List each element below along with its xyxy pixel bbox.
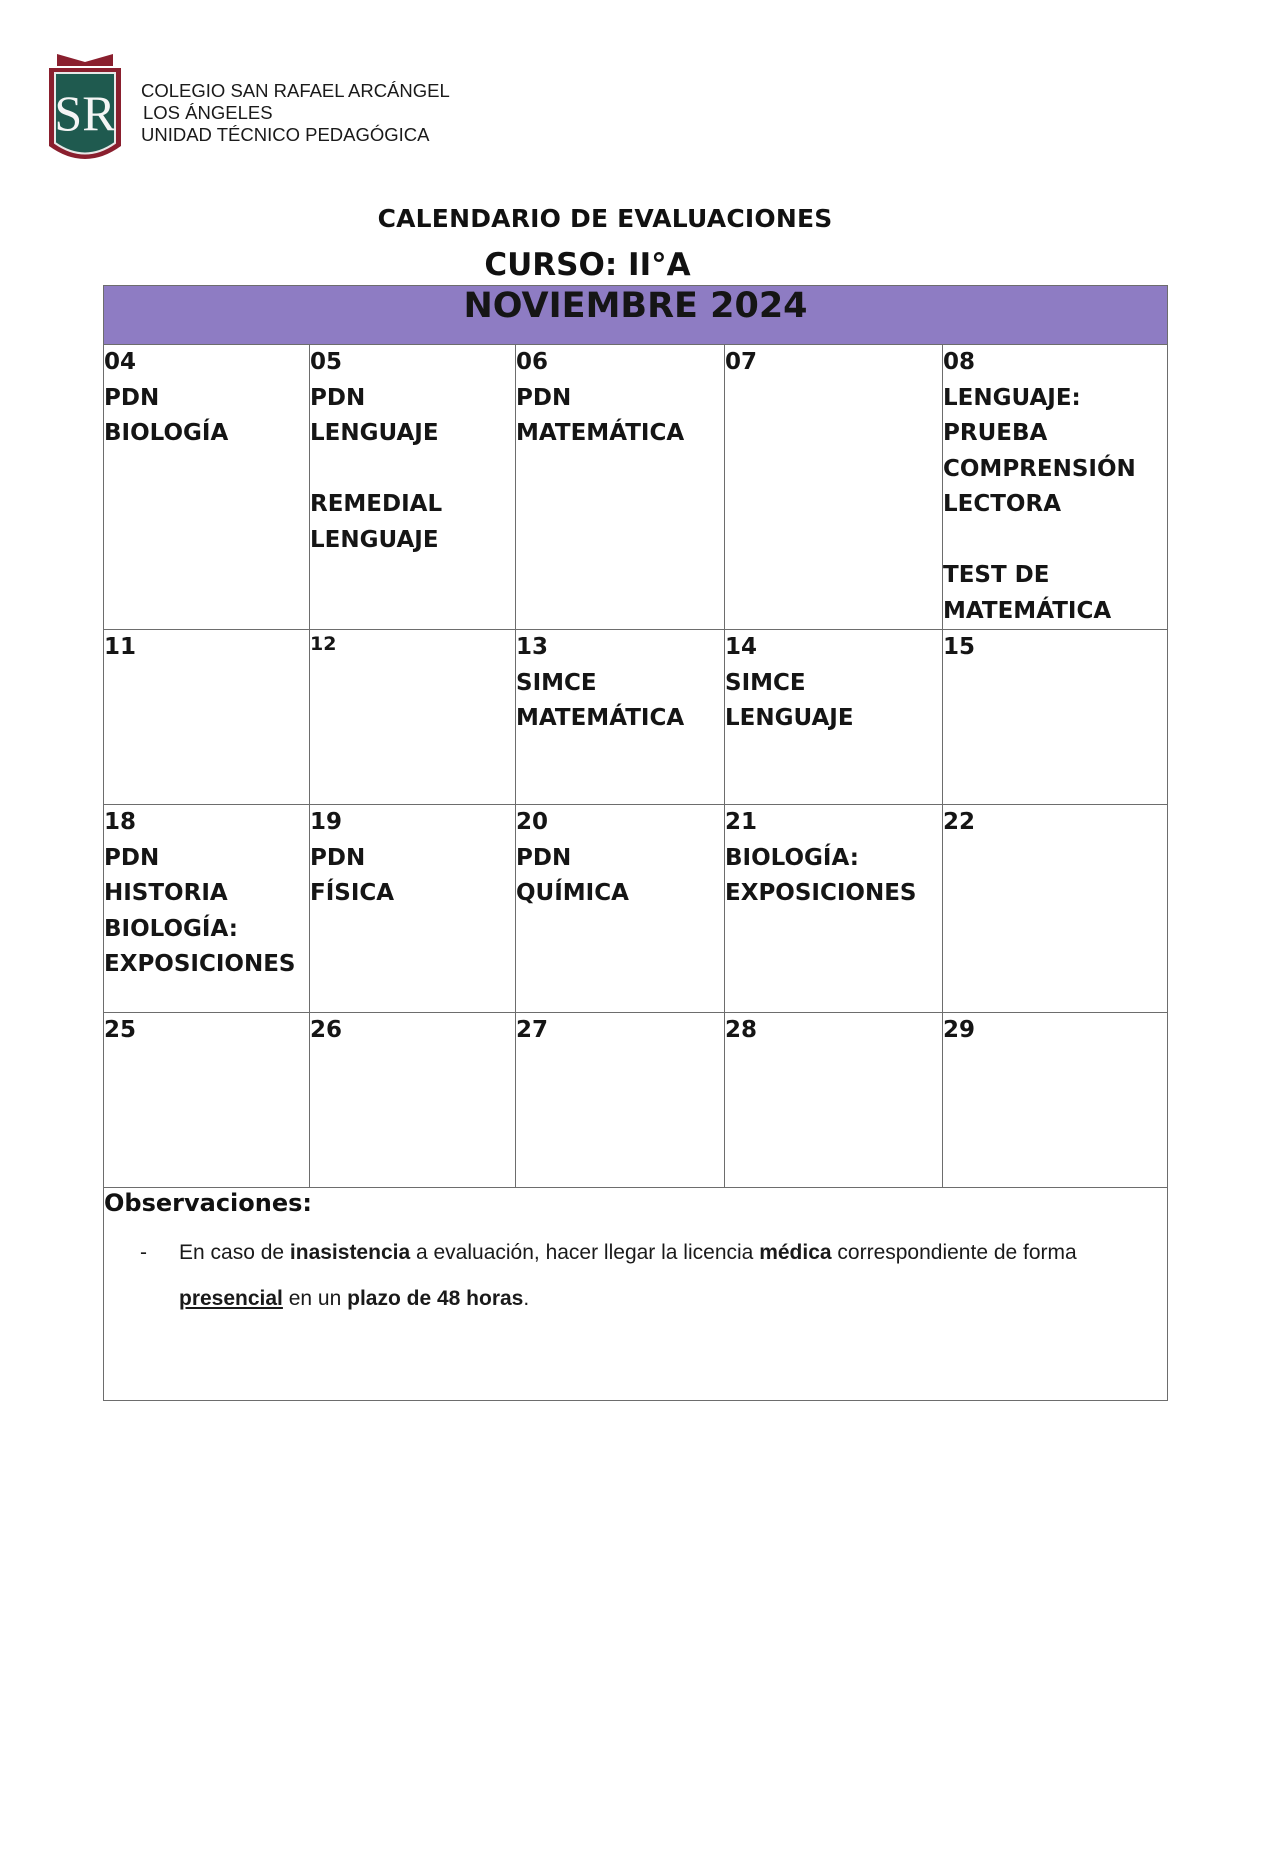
- day-number: 14: [725, 634, 758, 660]
- day-cell-08: [943, 345, 1168, 630]
- logo-text: SR: [54, 85, 116, 141]
- evaluation-line: PDN: [310, 844, 366, 871]
- evaluation-line: LENGUAJE: [310, 526, 439, 553]
- page-title: CALENDARIO DE EVALUACIONES: [377, 204, 833, 233]
- evaluation-line: LENGUAJE:: [943, 384, 1081, 411]
- day-number: 26: [310, 1017, 343, 1043]
- evaluation-line: BIOLOGÍA:: [725, 844, 859, 871]
- day-cell-20: [516, 805, 725, 1013]
- day-number: 11: [104, 634, 137, 660]
- evaluation-line: QUÍMICA: [516, 880, 629, 906]
- evaluation-line: EXPOSICIONES: [725, 880, 917, 906]
- school-crest-logo: [45, 46, 125, 171]
- obs-bold-medica: médica: [759, 1241, 832, 1264]
- evaluation-line: SIMCE: [516, 669, 597, 696]
- day-number: 12: [310, 633, 337, 655]
- week-row: [104, 1013, 1168, 1188]
- evaluation-line: EXPOSICIONES: [104, 951, 296, 977]
- day-cell-21: [725, 805, 943, 1013]
- week-row: [104, 345, 1168, 630]
- evaluation-line: BIOLOGÍA:: [104, 915, 238, 942]
- evaluation-line: PDN: [104, 384, 160, 411]
- day-number: 13: [516, 634, 549, 660]
- day-number: 28: [725, 1017, 758, 1043]
- day-number: 21: [725, 809, 758, 835]
- day-cell-19: [310, 805, 516, 1013]
- day-cell-11: [104, 630, 310, 805]
- month-header: NOVIEMBRE 2024: [104, 286, 1168, 345]
- day-cell-18: [104, 805, 310, 1013]
- observations-title: Observaciones:: [104, 1189, 313, 1217]
- day-cell-22: [943, 805, 1168, 1013]
- day-number: 05: [310, 349, 343, 375]
- obs-text: .: [523, 1287, 530, 1310]
- evaluation-line: LECTORA: [943, 491, 1061, 517]
- day-number: 27: [516, 1017, 549, 1043]
- day-number: 07: [725, 349, 758, 375]
- day-cell-13: [516, 630, 725, 805]
- day-number: 19: [310, 809, 343, 835]
- day-number: 29: [943, 1017, 976, 1043]
- week-row: [104, 805, 1168, 1013]
- day-number: 04: [104, 349, 137, 375]
- evaluation-line: PDN: [310, 384, 366, 411]
- day-cell-05: [310, 345, 516, 630]
- obs-text: en un: [282, 1287, 348, 1310]
- obs-text: En caso de: [179, 1241, 290, 1264]
- day-cell-07: [725, 345, 943, 630]
- obs-text: a evaluación, hacer llegar la licencia: [410, 1241, 760, 1264]
- obs-bold-plazo: plazo de 48 horas: [347, 1287, 524, 1310]
- day-cell-29: [943, 1013, 1168, 1188]
- evaluation-line: COMPRENSIÓN: [943, 455, 1136, 482]
- evaluation-line: PDN: [516, 384, 572, 411]
- school-city: LOS ÁNGELES: [143, 102, 273, 123]
- obs-underline-presencial: presencial: [179, 1287, 283, 1310]
- evaluation-line: LENGUAJE: [725, 705, 854, 731]
- evaluation-line: SIMCE: [725, 669, 806, 696]
- evaluation-line: MATEMÁTICA: [516, 420, 685, 446]
- evaluation-calendar: [103, 285, 1168, 1401]
- day-cell-26: [310, 1013, 516, 1188]
- observation-item: [104, 1230, 1167, 1322]
- day-number: 22: [943, 809, 976, 835]
- day-number: 18: [104, 809, 137, 835]
- evaluation-line: PDN: [516, 844, 572, 871]
- line-spacer: [310, 452, 515, 488]
- day-number: 20: [516, 809, 549, 835]
- day-cell-25: [104, 1013, 310, 1188]
- observations-box: [104, 1188, 1168, 1401]
- day-cell-27: [516, 1013, 725, 1188]
- evaluation-line: PRUEBA: [943, 420, 1048, 446]
- evaluation-line: PDN: [104, 844, 160, 871]
- evaluation-line: BIOLOGÍA: [104, 420, 229, 446]
- evaluation-line: HISTORIA: [104, 880, 228, 906]
- line-spacer: [943, 523, 1167, 559]
- evaluation-line: MATEMÁTICA: [516, 705, 685, 731]
- evaluation-line: TEST DE: [943, 562, 1050, 588]
- day-cell-04: [104, 345, 310, 630]
- day-cell-14: [725, 630, 943, 805]
- week-row: [104, 630, 1168, 805]
- course-label: CURSO: II°A: [484, 247, 691, 283]
- school-info: [141, 80, 541, 146]
- evaluation-line: MATEMÁTICA: [943, 597, 1112, 624]
- bullet-dash: -: [140, 1241, 147, 1264]
- day-cell-15: [943, 630, 1168, 805]
- day-cell-06: [516, 345, 725, 630]
- school-unit: UNIDAD TÉCNICO PEDAGÓGICA: [141, 124, 430, 145]
- obs-bold-inasistencia: inasistencia: [289, 1241, 411, 1264]
- day-number: 25: [104, 1017, 137, 1043]
- day-number: 08: [943, 349, 976, 375]
- evaluation-line: LENGUAJE: [310, 420, 439, 446]
- evaluation-line: FÍSICA: [310, 880, 395, 906]
- obs-text: correspondiente de forma: [831, 1241, 1077, 1264]
- day-cell-28: [725, 1013, 943, 1188]
- day-number: 15: [943, 634, 976, 660]
- evaluation-line: REMEDIAL: [310, 491, 443, 517]
- school-name: COLEGIO SAN RAFAEL ARCÁNGEL: [141, 80, 450, 101]
- day-cell-12: [310, 630, 516, 805]
- day-number: 06: [516, 349, 549, 375]
